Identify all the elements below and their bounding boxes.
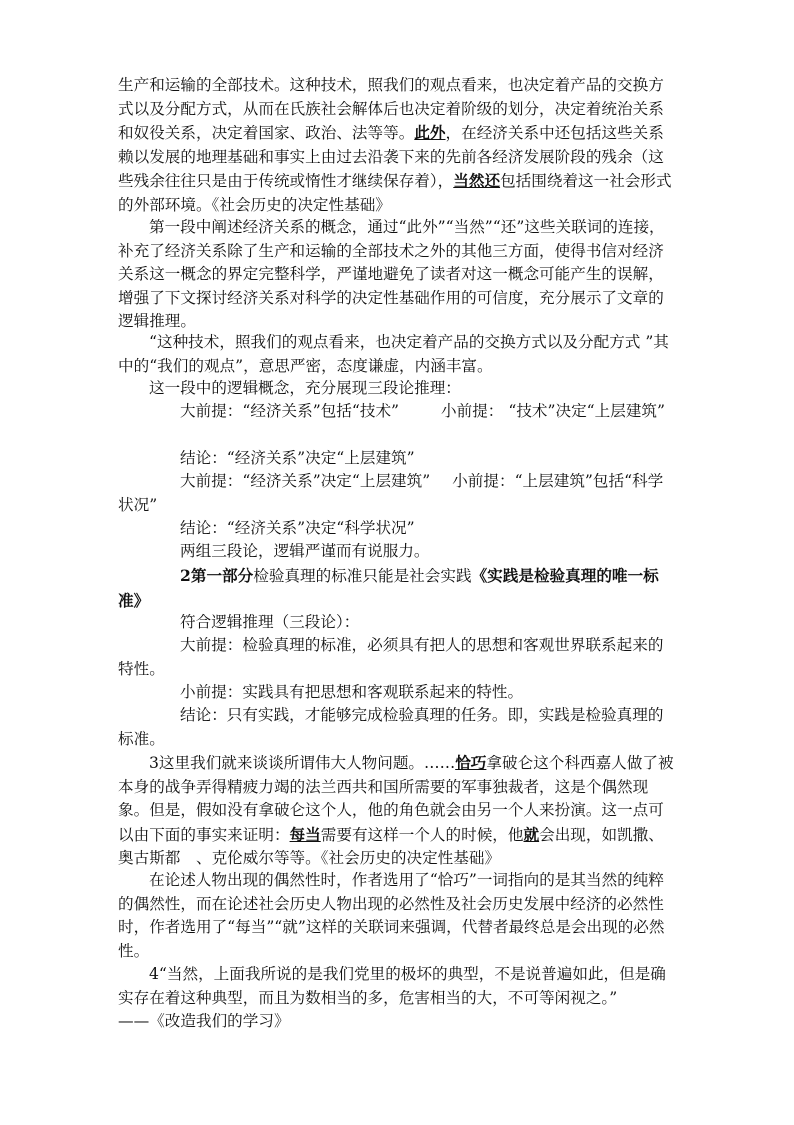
text: 会出现，如凯撒、奥古斯都 、克伦威尔等等。《社会历史的决定性基础》 — [118, 825, 664, 868]
text: 3这里我们就来谈谈所谓伟大人物问题。…… — [149, 754, 456, 772]
major-premise: 大前提：“经济关系”决定“上层建筑” — [180, 472, 431, 490]
syllogism-2-conclusion: 结论：“经济关系”决定“科学状况” — [180, 519, 415, 537]
section-2-heading — [118, 564, 678, 613]
section-2-rule: 符合逻辑推理（三段论）： — [180, 613, 360, 631]
paragraph-economic-relations — [118, 74, 678, 218]
section-4-source: ——《改造我们的学习》 — [118, 1012, 290, 1030]
paragraph-syllogism-intro: 这一段中的逻辑概念，充分展现三段论推理： — [149, 379, 461, 397]
section-2-minor: 小前提：实践具有把思想和客观联系起来的特性。 — [180, 683, 524, 701]
text: 需要有这样一个人的时候，他 — [320, 825, 524, 844]
section-4-quote: 4“当然，上面我所说的是我们党里的极坏的典型，不是说普遍如此，但是确实存在着这种典型，而且为数相当的多，危害相当的大，不可等闲视之。” — [118, 965, 666, 1007]
text: ，在经济关系中还包括这些关系赖以发展的地理基础和事实上由过去沿袭下来的先前各经济发展阶段的残余（这些残余往往只是由于传统或惰性才继续保存着）， — [118, 124, 664, 191]
emphasis-meidang: 每当 — [289, 824, 321, 844]
section-2-major: 大前提：检验真理的标准，必须具有把人的思想和客观世界联系起来的特性。 — [118, 636, 664, 678]
emphasis-qiaoqiao: 恰巧 — [455, 753, 487, 772]
syllogism-summary: 两组三段论，逻辑严谨而有说服力。 — [180, 542, 430, 560]
minor-premise: 小前提：“上层建筑”包括“科学状况” — [118, 472, 664, 514]
section-2-title: 2第一部分 — [180, 566, 254, 585]
section-3-paragraph — [118, 751, 678, 871]
emphasis-dangranhai: 当然还 — [453, 171, 501, 191]
section-2-text: 检验真理的标准只能是社会实践 — [253, 567, 472, 585]
syllogism-2-premises — [118, 470, 678, 517]
emphasis-cishi: 此外 — [414, 123, 446, 143]
major-premise: 大前提：“经济关系”包括“技术” — [180, 402, 400, 420]
paragraph-our-view: “这种技术，照我们的观点看来，也决定着产品的交换方式以及分配方式 ”其中的“我们的观点”，意思严密，态度谦虚，内涵丰富。 — [118, 333, 669, 375]
text: 生产和运输的全部技术。这种技术，照我们的观点看来，也决定着产品的交换方式以及分配方式，从而在氏族社会解体后也决定着阶级的划分，决定着统治关系和奴役关系，决定着国家、政治、法等等。 — [118, 76, 664, 143]
emphasis-jiu: 就 — [523, 824, 540, 844]
section-2-conclusion: 结论：只有实践，才能够完成检验真理的任务。即，实践是检验真理的标准。 — [118, 706, 664, 748]
section-2-book: 《实践是检验真理的唯一标准》 — [118, 566, 659, 610]
syllogism-1-premises — [118, 400, 678, 424]
paragraph-analysis-1: 第一段中阐述经济关系的概念，通过“此外”“当然”“还”这些关联词的连接，补充了经济关系除了生产和运输的全部技术之外的其他三方面，使得书信对经济关系这一概念的界定完整科学，严谨地避免了读者对这一概念可能产生的误解，增强了下文探讨经济关系对科学的决定性基础作用的可信度，充分展示了文章的逻辑推理。 — [118, 218, 665, 331]
paragraph-analysis-3: 在论述人物出现的偶然性时，作者选用了“恰巧”一词指向的是其当然的纯粹的偶然性，而在论述社会历史人物出现的必然性及社会历史发展中经济的必然性时，作者选用了“每当”“就”这样的关联词来强调，代替者最终总是会出现的必然性。 — [118, 871, 665, 960]
syllogism-1-conclusion: 结论：“经济关系”决定“上层建筑” — [180, 449, 415, 467]
minor-premise: 小前提： “技术”决定“上层建筑” — [441, 402, 665, 420]
text: 包括围绕着这一社会形式的外部环境。《社会历史的决定性基础》 — [118, 172, 672, 214]
text: 拿破仑这个科西嘉人做了被本身的战争弄得精疲力竭的法兰西共和国所需要的军事独裁者，这是个偶然现象。但是，假如没有拿破仑这个人，他的角色就会由另一个人来扮演。这一点可以由下面的事实来证明： — [118, 754, 674, 844]
